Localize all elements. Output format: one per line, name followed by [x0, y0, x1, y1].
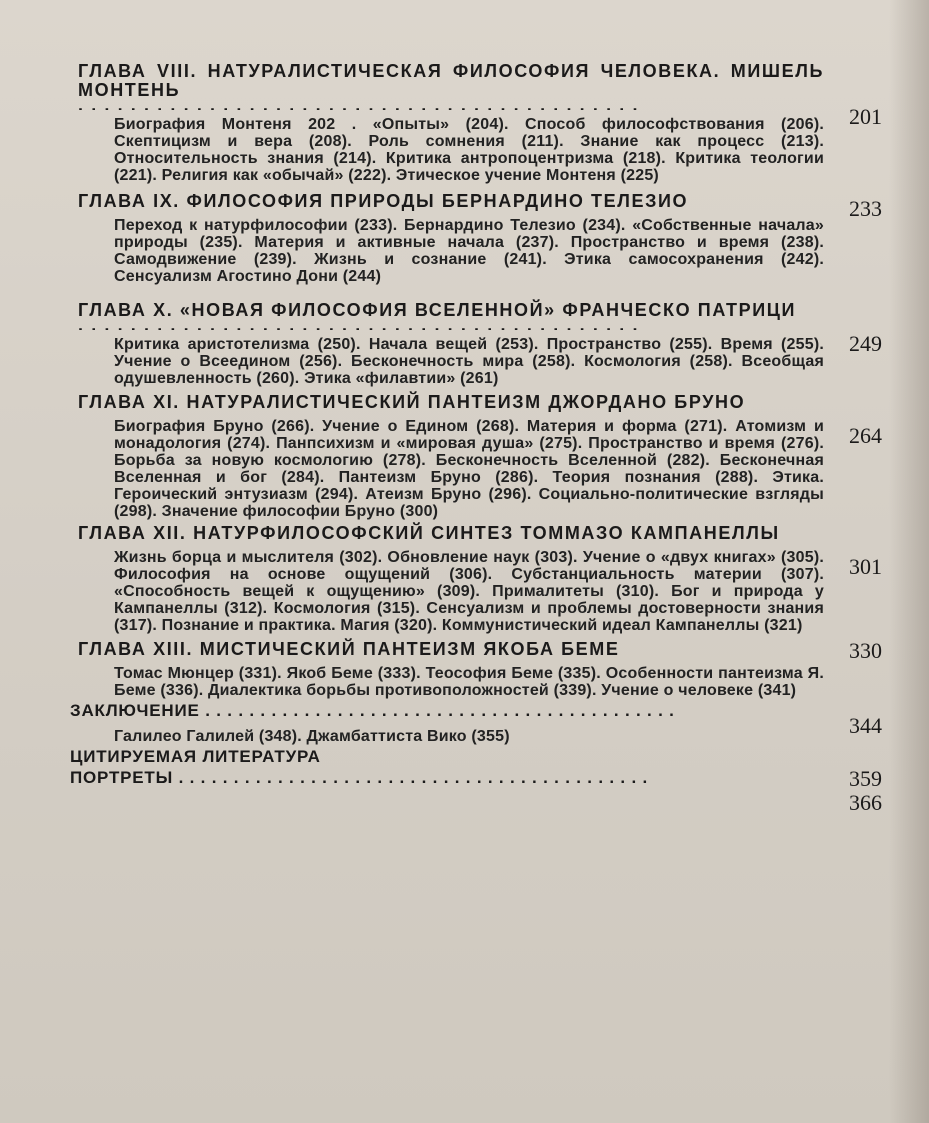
page-number-portraits: 366: [849, 790, 882, 815]
portraits-heading: [70, 768, 824, 787]
page-edge-shadow: [889, 0, 929, 1123]
page-number: 233: [849, 196, 882, 221]
literature-title: ЦИТИРУЕМАЯ ЛИТЕРАТУРА: [70, 747, 321, 766]
page-number: 301: [849, 554, 882, 579]
chapter-summary: Биография Монтеня 202 . «Опыты» (204). Способ философствования (206). Скептицизм и вера (208). Роль сомнения (211). Знание как процесс (213). Относительность знания (214). Критика антропоцентризма (218). Критика теологии (221). Религия как «обычай» (222). Этическое учение Монтеня (225): [114, 116, 824, 184]
chapter-summary: Биография Бруно (266). Учение о Едином (268). Материя и форма (271). Атомизм и монадология (274). Панпсихизм и «мировая душа» (275). Пространство и время (276). Борьба за новую космологию (278). Бесконечность Вселенной (282). Бесконечная Вселенная и бог (284). Пантеизм Бруно (286). Теория познания (288). Этика. Героический энтузиазм (294). Атеизм Бруно (296). Социально-политические взгляды (298). Значение философии Бруно (300): [114, 418, 824, 520]
toc-literature: [62, 747, 882, 766]
portraits-title: ПОРТРЕТЫ: [70, 768, 174, 787]
leader-dots: . . . . . . . . . . . . . . . . . . . . . . . . . . . . . . . . . . . . . . . . . . .: [205, 701, 675, 720]
toc-conclusion: [62, 701, 882, 745]
conclusion-heading: [70, 701, 824, 720]
toc-chapter-11: [62, 393, 882, 520]
chapter-heading: ГЛАВА VIII. НАТУРАЛИСТИЧЕСКАЯ ФИЛОСОФИЯ ЧЕЛОВЕКА. МИШЕЛЬ МОНТЕНЬ: [78, 61, 824, 100]
page-number: 330: [849, 638, 882, 663]
toc-chapter-8: [62, 62, 882, 184]
toc-chapter-10: [62, 301, 882, 387]
chapter-summary: Критика аристотелизма (250). Начала вещей (253). Пространство (255). Время (255). Учение о Всеедином (256). Бесконечность мира (258). Космология (258). Всеобщая одушевленность (260). Этика «филавтии» (261): [114, 336, 824, 387]
page-number: 264: [849, 423, 882, 448]
toc-chapter-12: [62, 524, 882, 634]
leader-dots: . . . . . . . . . . . . . . . . . . . . . . . . . . . . . . . . . . . . . . . . . . .: [78, 316, 640, 330]
page-number: 201: [849, 104, 882, 129]
chapter-summary: Переход к натурфилософии (233). Бернардино Телезио (234). «Собственные начала» природы (235). Материя и активные начала (237). Пространство и время (238). Самодвижение (239). Жизнь и сознание (241). Этика самосохранения (242). Сенсуализм Агостино Дони (244): [114, 217, 824, 285]
chapter-heading: ГЛАВА X. «НОВАЯ ФИЛОСОФИЯ ВСЕЛЕННОЙ» ФРАНЧЕСКО ПАТРИЦИ: [78, 300, 797, 320]
literature-heading: [70, 747, 824, 766]
chapter-summary: Жизнь борца и мыслителя (302). Обновление наук (303). Учение о «двух книгах» (305). Философия на основе ощущений (306). Субстанциальность материи (307). «Способность вещей к ощущению» (309). Прималитеты (310). Бог и природа у Кампанеллы (312). Космология (315). Сенсуализм и проблемы достоверности знания (317). Познание и практика. Магия (320). Коммунистический идеал Кампанеллы (321): [114, 549, 824, 634]
page-number-literature: 359: [849, 766, 882, 791]
conclusion-summary: Галилео Галилей (348). Джамбаттиста Вико (355): [114, 728, 510, 745]
leader-dots: . . . . . . . . . . . . . . . . . . . . . . . . . . . . . . . . . . . . . . . . . . .: [78, 96, 640, 110]
conclusion-title: ЗАКЛЮЧЕНИЕ: [70, 701, 200, 720]
chapter-heading: ГЛАВА XIII. МИСТИЧЕСКИЙ ПАНТЕИЗМ ЯКОБА БЕМЕ: [78, 639, 620, 659]
page-number: 344: [849, 713, 882, 738]
toc-portraits: [62, 766, 882, 815]
table-of-contents: [62, 61, 882, 815]
leader-dots: . . . . . . . . . . . . . . . . . . . . . . . . . . . . . . . . . . . . . . . . . . .: [178, 768, 649, 787]
chapter-summary: Томас Мюнцер (331). Якоб Беме (333). Теософия Беме (335). Особенности пантеизма Я. Беме (336). Диалектика борьбы противоположностей (339). Учение о человеке (341): [114, 665, 824, 699]
page-number: 249: [849, 331, 882, 356]
chapter-heading: ГЛАВА XI. НАТУРАЛИСТИЧЕСКИЙ ПАНТЕИЗМ ДЖОРДАНО БРУНО: [78, 392, 746, 412]
chapter-heading: ГЛАВА XII. НАТУРФИЛОСОФСКИЙ СИНТЕЗ ТОММАЗО КАМПАНЕЛЛЫ: [78, 523, 780, 543]
toc-chapter-9: [62, 192, 882, 285]
chapter-heading: ГЛАВА IX. ФИЛОСОФИЯ ПРИРОДЫ БЕРНАРДИНО ТЕЛЕЗИО: [78, 191, 689, 211]
toc-chapter-13: [62, 640, 882, 699]
